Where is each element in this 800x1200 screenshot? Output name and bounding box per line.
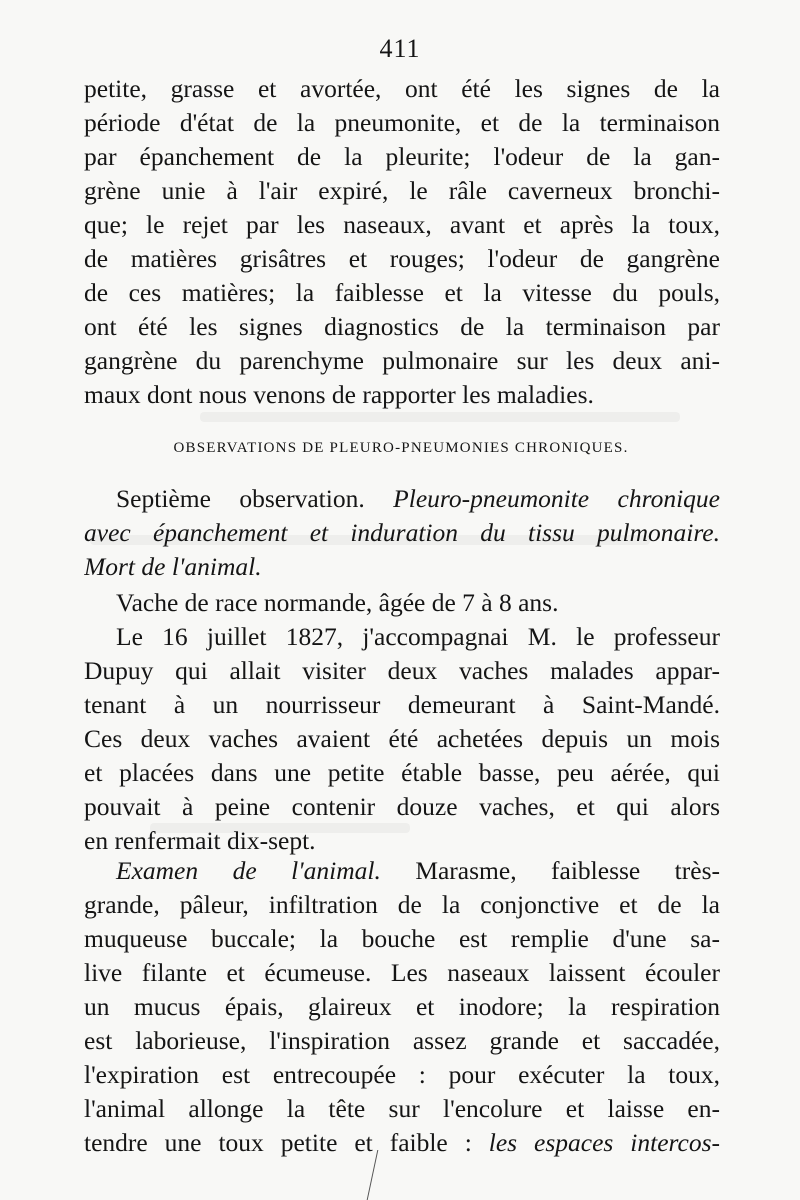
- observation-title-part: Pleuro-pneumonite chronique: [393, 484, 720, 513]
- text-line: grande, pâleur, infiltration de la conjonctive et de la: [84, 890, 720, 919]
- text-line: Le 16 juillet 1827, j'accompagnai M. le professeur: [116, 622, 720, 651]
- examination-lead: Examen de l'animal.: [116, 856, 381, 885]
- examination-text: Marasme, faiblesse très-: [415, 856, 720, 885]
- text-line: pouvait à peine contenir douze vaches, et qui alors: [84, 792, 720, 821]
- paragraph-continued: [84, 72, 720, 412]
- text-line: est laborieuse, l'inspiration assez grande et saccadée,: [84, 1026, 720, 1055]
- text-line: maux dont nous venons de rapporter les maladies.: [84, 380, 594, 409]
- paragraph-case: [84, 586, 720, 858]
- observation-lead: Septième observation.: [116, 484, 365, 513]
- text-line: et placées dans une petite étable basse, peu aérée, qui: [84, 758, 720, 787]
- text-line: l'animal allonge la tête sur l'encolure et laisse en-: [84, 1094, 720, 1123]
- text-line: un mucus épais, glaireux et inodore; la respiration: [84, 992, 720, 1021]
- page-number: 411: [379, 34, 421, 63]
- observation-title: [84, 482, 720, 584]
- text-segment-italic: les espaces intercos-: [488, 1128, 720, 1157]
- text-line: Ces deux vaches avaient été achetées depuis un mois: [84, 724, 720, 753]
- text-line: période d'état de la pneumonite, et de la terminaison: [84, 108, 720, 137]
- text-line: Mort de l'animal.: [84, 552, 262, 581]
- text-line: de matières grisâtres et rouges; l'odeur de gangrène: [84, 244, 720, 273]
- paragraph-examination: [84, 854, 720, 1160]
- text-line: grène unie à l'air expiré, le râle caverneux bronchi-: [84, 176, 720, 205]
- text-line: [84, 1126, 720, 1160]
- text-line: avec épanchement et induration du tissu pulmonaire.: [84, 518, 720, 547]
- text-line: petite, grasse et avortée, ont été les signes de la: [84, 74, 720, 103]
- text-line: en renfermait dix-sept.: [84, 826, 316, 855]
- text-line: par épanchement de la pleurite; l'odeur de la gan-: [84, 142, 720, 171]
- text-line: gangrène du parenchyme pulmonaire sur les deux ani-: [84, 346, 720, 375]
- text-line: live filante et écumeuse. Les naseaux laissent écouler: [84, 958, 720, 987]
- section-heading: OBSERVATIONS DE PLEURO-PNEUMONIES CHRONIQUES.: [173, 440, 629, 456]
- text-line: muqueuse buccale; la bouche est remplie d'une sa-: [84, 924, 720, 953]
- text-line: l'expiration est entrecoupée : pour exécuter la toux,: [84, 1060, 720, 1089]
- text-line: [84, 482, 720, 516]
- text-line: [84, 854, 720, 888]
- text-line: de ces matières; la faiblesse et la vitesse du pouls,: [84, 278, 720, 307]
- text-line: Dupuy qui allait visiter deux vaches malades appar-: [84, 656, 720, 685]
- text-line: que; le rejet par les naseaux, avant et après la toux,: [84, 210, 720, 239]
- text-line: ont été les signes diagnostics de la terminaison par: [84, 312, 720, 341]
- text-line: Vache de race normande, âgée de 7 à 8 ans.: [116, 588, 559, 617]
- text-line: tenant à un nourrisseur demeurant à Saint-Mandé.: [84, 690, 720, 719]
- text-segment: tendre une toux petite et faible :: [84, 1128, 472, 1157]
